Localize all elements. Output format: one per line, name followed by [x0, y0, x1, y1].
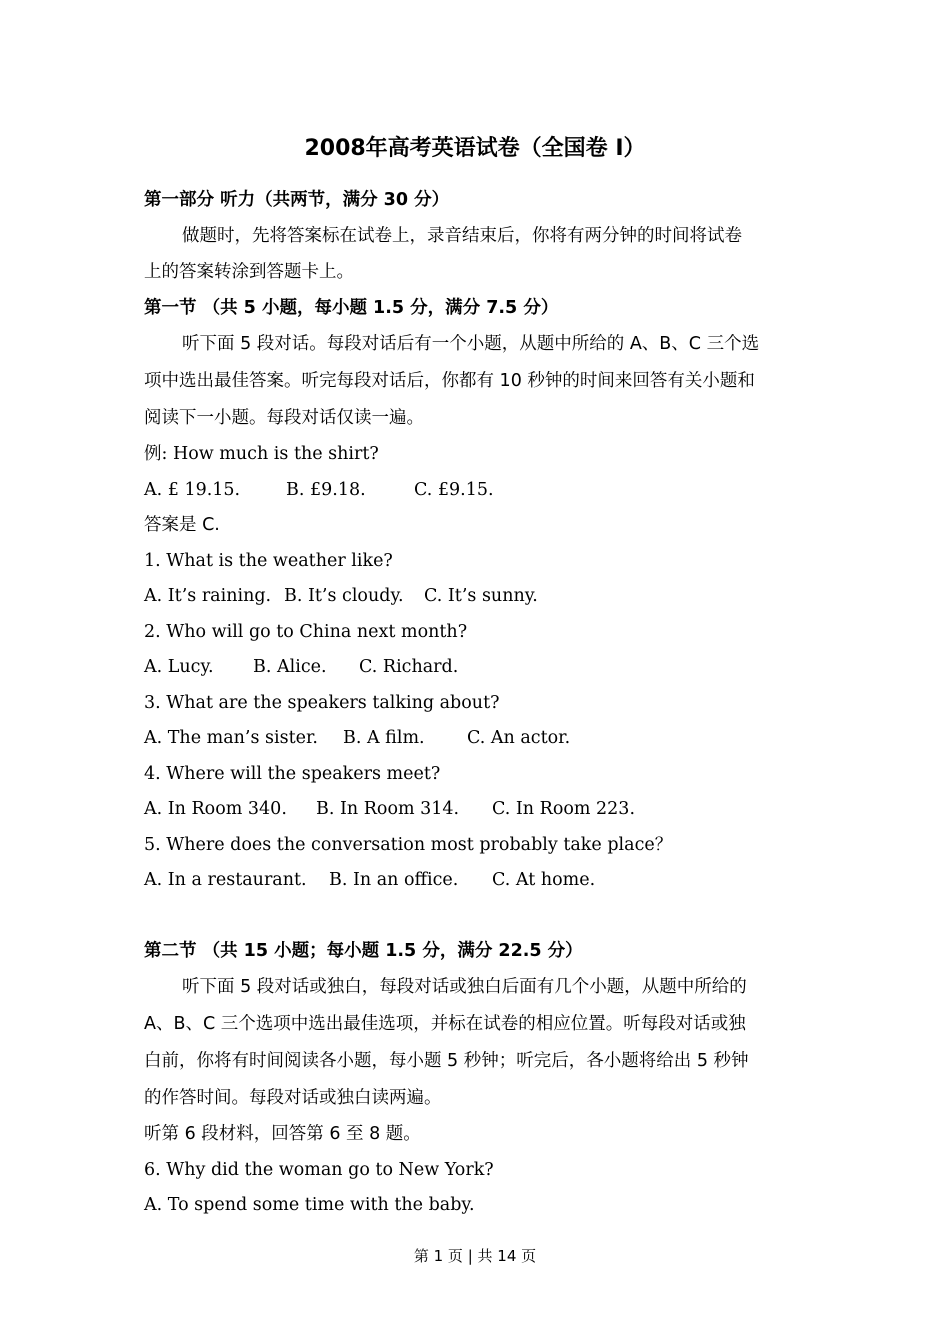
part1-heading: 第一部分 听力（共两节，满分 30 分） [144, 190, 450, 210]
example-option-a: A. £ 19.15. [144, 480, 241, 500]
q4-option-a: A. In Room 340. [144, 799, 287, 819]
question-1: 1. What is the weather like? [144, 551, 393, 571]
q5-option-b: B. In an office. [329, 870, 459, 890]
example-option-b: B. £9.18. [286, 480, 366, 500]
question-5: 5. Where does the conversation most probably take place？ [144, 835, 673, 855]
example-option-c: C. £9.15. [414, 480, 494, 500]
question-2-options [144, 654, 824, 680]
q5-option-a: A. In a restaurant. [144, 870, 307, 890]
page-title: 2008年高考英语试卷（全国卷 I） [304, 136, 646, 161]
section2-instruction-line2: A、B、C 三个选项中选出最佳选项，并标在试卷的相应位置。听每段对话或独 [144, 1014, 746, 1034]
q1-option-a: A. It’s raining. [144, 586, 272, 606]
section2-heading: 第二节 （共 15 小题；每小题 1.5 分，满分 22.5 分） [144, 941, 583, 961]
question-3-options [144, 725, 824, 751]
section1-instruction-line1: 听下面 5 段对话。每段对话后有一个小题，从题中所给的 A、B、C 三个选 [182, 334, 760, 354]
section2-instruction-line4: 的作答时间。每段对话或独白读两遍。 [144, 1088, 442, 1108]
example-options [144, 477, 824, 503]
page-footer: 第 1 页 | 共 14 页 [413, 1247, 537, 1265]
q5-option-c: C. At home. [492, 870, 596, 890]
q3-option-a: A. The man’s sister. [144, 728, 318, 748]
example-question: 例: How much is the shirt? [144, 444, 379, 464]
q2-option-b: B. Alice. [253, 657, 327, 677]
q4-option-b: B. In Room 314. [316, 799, 460, 819]
section2-instruction-line3: 白前，你将有时间阅读各小题，每小题 5 秒钟；听完后，各小题将给出 5 秒钟 [144, 1051, 749, 1071]
q4-option-c: C. In Room 223. [492, 799, 636, 819]
question-5-options [144, 867, 824, 893]
q1-option-c: C. It’s sunny. [424, 586, 538, 606]
question-4: 4. Where will the speakers meet? [144, 764, 441, 784]
material-6-instruction: 听第 6 段材料，回答第 6 至 8 题。 [144, 1124, 421, 1144]
part1-instruction-line2: 上的答案转涂到答题卡上。 [144, 262, 354, 282]
q2-option-c: C. Richard. [359, 657, 459, 677]
q6-option-a: A. To spend some time with the baby. [144, 1195, 475, 1215]
section2-instruction-line1: 听下面 5 段对话或独白，每段对话或独白后面有几个小题，从题中所给的 [182, 977, 747, 997]
q3-option-b: B. A film. [343, 728, 425, 748]
section1-instruction-line3: 阅读下一小题。每段对话仅读一遍。 [144, 408, 424, 428]
section1-instruction-line2: 项中选出最佳答案。听完每段对话后，你都有 10 秒钟的时间来回答有关小题和 [144, 371, 755, 391]
question-4-options [144, 796, 824, 822]
q3-option-c: C. An actor. [467, 728, 571, 748]
question-3: 3. What are the speakers talking about? [144, 693, 500, 713]
q1-option-b: B. It’s cloudy. [284, 586, 404, 606]
question-1-options [144, 583, 824, 609]
q2-option-a: A. Lucy. [144, 657, 214, 677]
question-6: 6. Why did the woman go to New York? [144, 1160, 494, 1180]
example-answer: 答案是 C. [144, 515, 220, 535]
question-2: 2. Who will go to China next month? [144, 622, 468, 642]
part1-instruction-line1: 做题时，先将答案标在试卷上，录音结束后，你将有两分钟的时间将试卷 [182, 226, 742, 246]
section1-heading: 第一节 （共 5 小题，每小题 1.5 分，满分 7.5 分） [144, 298, 559, 318]
